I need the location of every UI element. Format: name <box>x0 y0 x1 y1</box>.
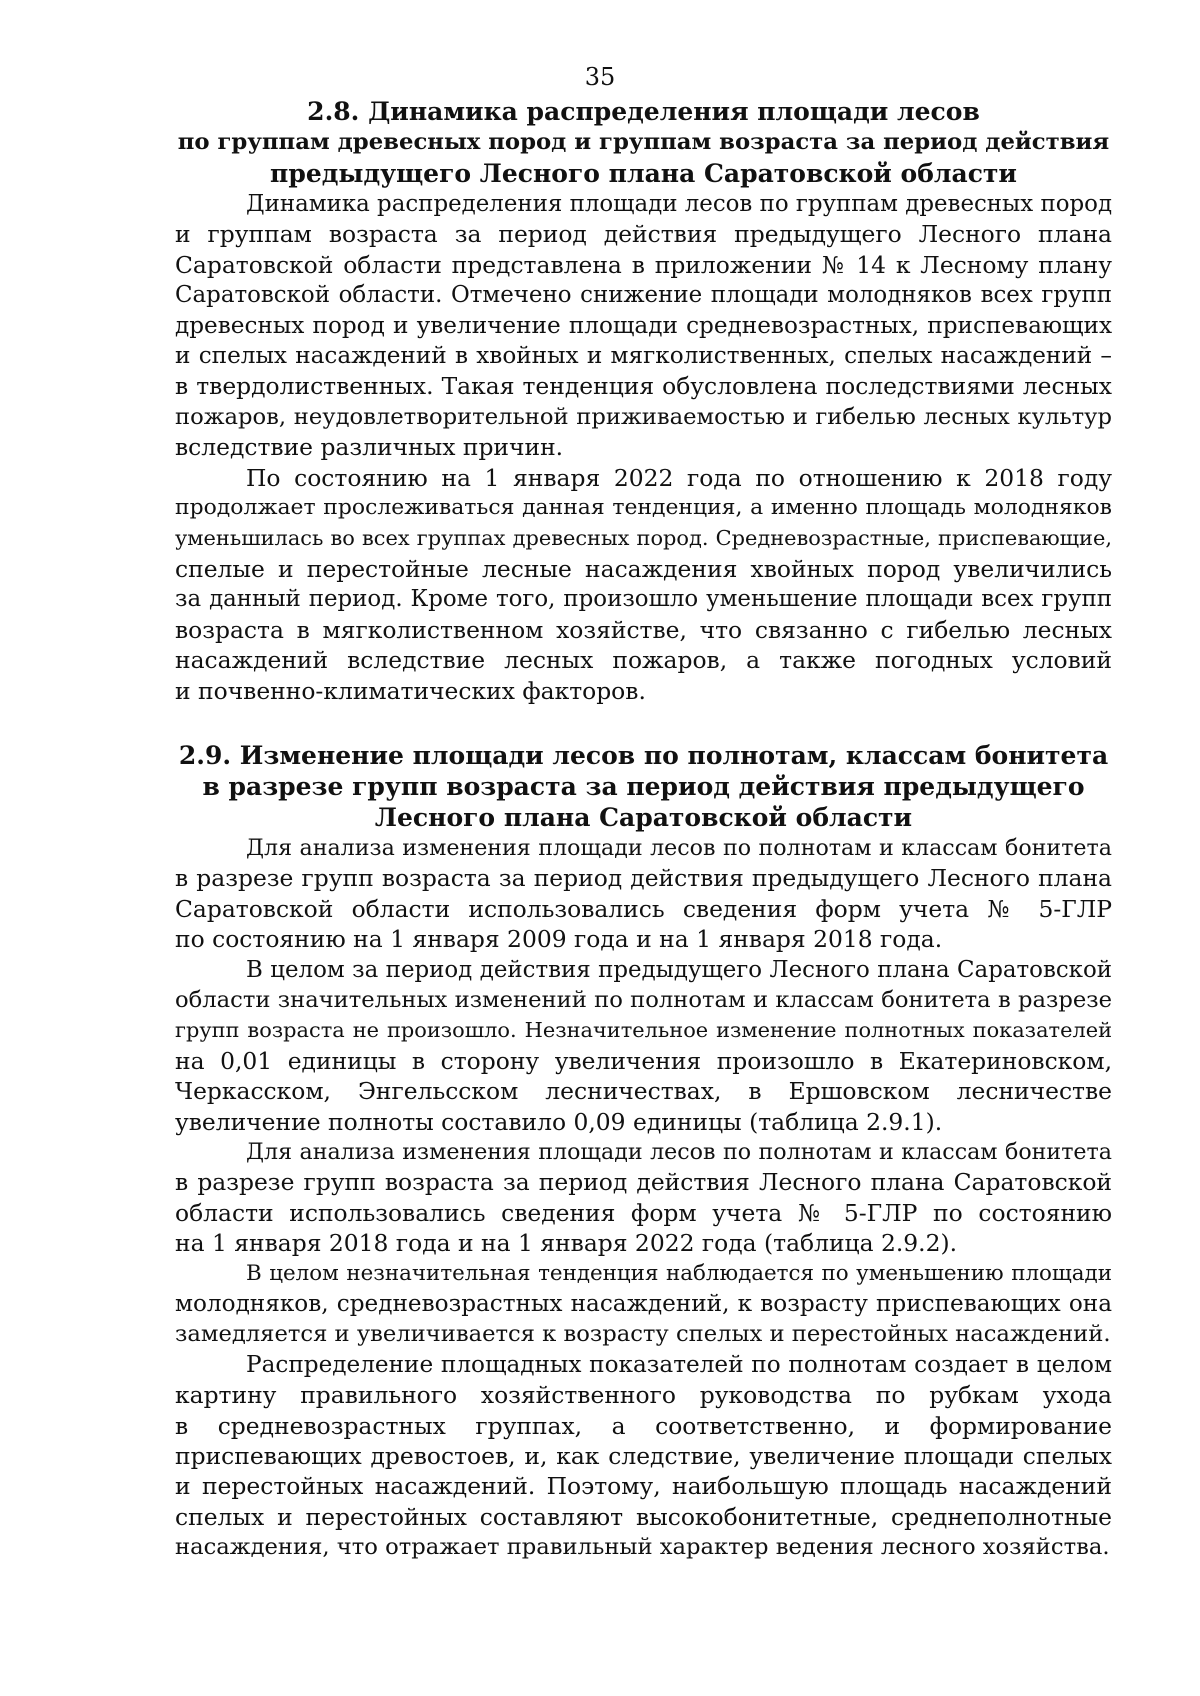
text-line: в разрезе групп возраста за период действия предыдущего Лесного плана <box>175 864 1112 893</box>
text-line: в твердолиственных. Такая тенденция обусловлена последствиями лесных <box>175 372 1112 401</box>
paragraph <box>175 833 1112 955</box>
paragraph <box>175 955 1112 1137</box>
text-line: замедляется и увеличивается к возрасту спелых и перестойных насаждений. <box>175 1321 1111 1348</box>
text-line: приспевающих древостоев, и, как следствие, увеличение площади спелых <box>175 1442 1112 1471</box>
heading-line: в разрезе групп возраста за период действия предыдущего <box>202 771 1085 801</box>
text-line: Черкасском, Энгельсском лесничествах, в Ершовском лесничестве <box>175 1077 1112 1106</box>
text-line: По состоянию на 1 января 2022 года по отношению к 2018 году <box>246 463 1112 492</box>
section-heading-2-8 <box>175 96 1112 189</box>
text-line: картину правильного хозяйственного руководства по рубкам ухода <box>175 1381 1112 1410</box>
text-line: спелых и перестойных составляют высокобонитетные, среднеполнотные <box>175 1502 1112 1531</box>
heading-line: Лесного плана Саратовской области <box>374 802 913 832</box>
heading-line: 2.8. Динамика распределения площади лесов <box>307 97 980 126</box>
text-line: увеличение полноты составило 0,09 единицы (таблица 2.9.1). <box>175 1107 943 1136</box>
text-line: на 0,01 единицы в сторону увеличения произошло в Екатериновском, <box>175 1046 1112 1075</box>
text-line: и спелых насаждений в хвойных и мягколиственных, спелых насаждений – <box>175 343 1112 370</box>
text-line: области использовались сведения форм учета № 5-ГЛР по состоянию <box>175 1198 1112 1227</box>
paragraph <box>175 1137 1112 1259</box>
text-line: насаждений вследствие лесных пожаров, а также погодных условий <box>175 646 1112 675</box>
page-number: 35 <box>584 63 616 91</box>
text-line: по состоянию на 1 января 2009 года и на 1 января 2018 года. <box>175 925 943 954</box>
text-line: и перестойных насаждений. Поэтому, наибольшую площадь насаждений <box>175 1472 1112 1501</box>
text-line: групп возраста не произошло. Незначительное изменение полнотных показателей <box>175 1018 1112 1043</box>
heading-line: 2.9. Изменение площади лесов по полнотам, классам бонитета <box>178 740 1109 770</box>
text-line: Саратовской области использовались сведения форм учета № 5-ГЛР <box>175 894 1112 923</box>
page-content <box>175 96 1112 1563</box>
text-line: области значительных изменений по полнотам и классам бонитета в разрезе <box>175 986 1112 1013</box>
text-line: Для анализа изменения площади лесов по полнотам и классам бонитета <box>246 834 1112 861</box>
text-line: Распределение площадных показателей по полнотам создает в целом <box>246 1351 1112 1378</box>
text-line: в разрезе групп возраста за период действия Лесного плана Саратовской <box>175 1168 1112 1197</box>
text-line: продолжает прослеживаться данная тенденция, а именно площадь молодняков <box>175 495 1112 521</box>
text-line: возраста в мягколиственном хозяйстве, что связанно с гибелью лесных <box>175 615 1112 644</box>
text-line: В целом незначительная тенденция наблюдается по уменьшению площади <box>246 1260 1112 1286</box>
text-line: в средневозрастных группах, а соответственно, и формирование <box>175 1411 1112 1440</box>
paragraph <box>175 1259 1112 1350</box>
paragraph <box>175 1350 1112 1563</box>
text-line: спелые и перестойные лесные насаждения хвойных пород увеличились <box>175 554 1112 583</box>
text-line: пожаров, неудовлетворительной приживаемостью и гибелью лесных культур <box>175 403 1112 430</box>
text-line: В целом за период действия предыдущего Лесного плана Саратовской <box>246 956 1112 983</box>
text-line: Для анализа изменения площади лесов по полнотам и классам бонитета <box>246 1138 1112 1165</box>
text-line: и почвенно-климатических факторов. <box>175 676 646 705</box>
section-spacer <box>175 706 1112 740</box>
text-line: уменьшилась во всех группах древесных пород. Средневозрастные, приспевающие, <box>175 526 1112 551</box>
heading-line: по группам древесных пород и группам возраста за период действия <box>177 129 1110 155</box>
text-line: вследствие различных причин. <box>175 433 564 462</box>
paragraph <box>175 463 1112 706</box>
text-line: насаждения, что отражает правильный характер ведения лесного хозяйства. <box>175 1534 1110 1561</box>
text-line: Саратовской области. Отмечено снижение площади молодняков всех групп <box>175 282 1112 309</box>
text-line: древесных пород и увеличение площади средневозрастных, приспевающих <box>175 312 1112 339</box>
section-heading-2-9 <box>175 740 1112 833</box>
text-line: молодняков, средневозрастных насаждений, к возрасту приспевающих она <box>175 1291 1112 1317</box>
text-line: Динамика распределения площади лесов по группам древесных пород <box>246 191 1113 217</box>
text-line: на 1 января 2018 года и на 1 января 2022 года (таблица 2.9.2). <box>175 1229 958 1258</box>
heading-line: предыдущего Лесного плана Саратовской области <box>270 159 1017 188</box>
text-line: и группам возраста за период действия предыдущего Лесного плана <box>175 220 1112 249</box>
text-line: Саратовской области представлена в приложении № 14 к Лесному плану <box>175 250 1112 279</box>
text-line: за данный период. Кроме того, произошло уменьшение площади всех групп <box>175 586 1112 613</box>
paragraph <box>175 189 1112 463</box>
